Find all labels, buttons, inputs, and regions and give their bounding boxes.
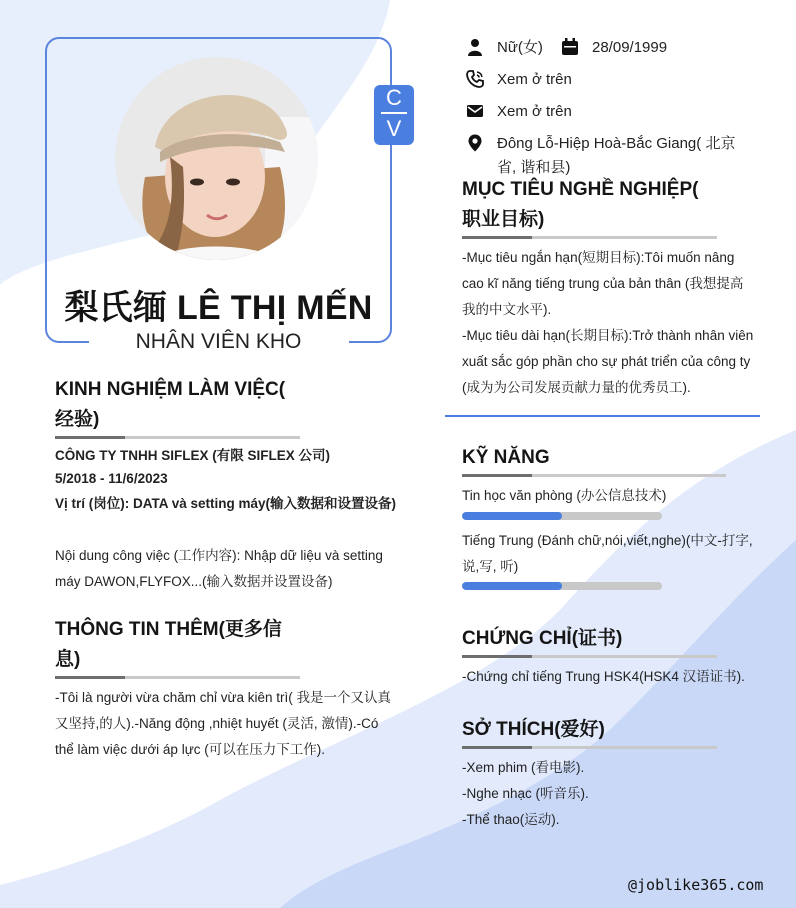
objective-long-term: -Mục tiêu dài hạn(长期目标):Trở thành nhân viên xuất sắc góp phần cho sự phát triển của công ty (成为为公司发展贡献力量的优秀员工). [462, 328, 754, 395]
section-divider [445, 415, 760, 417]
skill-label: Tin học văn phòng (办公信息技术) [462, 488, 667, 503]
portrait-photo [115, 57, 318, 260]
gender-text: Nữ(女) [497, 39, 543, 56]
candidate-name: 梨氏缅 LÊ THỊ MẾN [64, 289, 373, 327]
extra-info-heading: THÔNG TIN THÊM(更多信息) [55, 619, 282, 670]
work-period: 5/2018 - 11/6/2023 [55, 471, 168, 486]
mail-icon [466, 102, 484, 120]
certificate-text: -Chứng chỉ tiếng Trung HSK4(HSK4 汉语证书). [462, 669, 745, 684]
skill-level-bar [462, 582, 662, 590]
birthdate-text: 28/09/1999 [592, 39, 668, 56]
hobby-item: -Thể thao(运动). [462, 812, 560, 827]
cv-badge-divider [381, 112, 407, 114]
objective-short-term: -Mục tiêu ngắn hạn(短期目标):Tôi muốn nâng cao kĩ năng tiếng trung của bản thân (我想提高我的中文水平). [462, 250, 744, 317]
calendar-icon [561, 38, 579, 56]
skills-underline [462, 474, 726, 477]
address-text: Đông Lỗ-Hiệp Hoà-Bắc Giang( 北京省, 谐和县) [497, 135, 736, 176]
objective-underline [462, 236, 717, 239]
footer-watermark: @joblike365.com [628, 876, 764, 894]
skill-level-fill [462, 582, 562, 590]
phone-text: Xem ở trên [497, 71, 572, 88]
objective-heading: MỤC TIÊU NGHỀ NGHIỆP( 职业目标) [462, 179, 699, 230]
extra-info-underline [55, 676, 300, 679]
extra-info-text: -Tôi là người vừa chăm chỉ vừa kiên trì( 我是一个又认真又坚持,的人).-Năng động ,nhiệt huyết (灵活, 激情).-Có thể làm việc dưới áp lực (可以在压力下工作). [55, 690, 392, 757]
skill-label: Tiếng Trung (Đánh chữ,nói,viết,nghe)(中文-打字,说,写, 听) [462, 533, 753, 574]
certificates-heading: CHỨNG CHỈ(证书) [462, 628, 623, 649]
cv-badge [374, 85, 414, 145]
skill-level-fill [462, 512, 562, 520]
hobbies-heading: SỞ THÍCH(爱好) [462, 719, 605, 740]
work-description: Nội dung công việc (工作内容): Nhập dữ liệu và setting máy DAWON,FLYFOX...(输入数据并设置设备) [55, 548, 383, 589]
cv-badge-letter-v: V [386, 116, 402, 141]
hobby-item: -Xem phim (看电影). [462, 760, 585, 775]
avatar [115, 57, 318, 260]
location-pin-icon [466, 134, 484, 152]
company-name: CÔNG TY TNHH SIFLEX (有限 SIFLEX 公司) [55, 448, 331, 463]
person-icon [466, 38, 484, 56]
skill-level-bar [462, 512, 662, 520]
work-position: Vị trí (岗位): DATA và setting máy(输入数据和设置设备) [55, 496, 397, 511]
cv-badge-letter-c: C [386, 85, 402, 110]
experience-heading: KINH NGHIỆM LÀM VIỆC( 经验) [55, 379, 286, 430]
skills-heading: KỸ NĂNG [462, 447, 550, 468]
job-title: NHÂN VIÊN KHO [135, 330, 302, 353]
email-text: Xem ở trên [497, 103, 572, 120]
hobby-item: -Nghe nhạc (听音乐). [462, 786, 589, 801]
certificates-underline [462, 655, 717, 658]
phone-icon [466, 70, 484, 88]
experience-underline [55, 436, 300, 439]
hobbies-underline [462, 746, 717, 749]
